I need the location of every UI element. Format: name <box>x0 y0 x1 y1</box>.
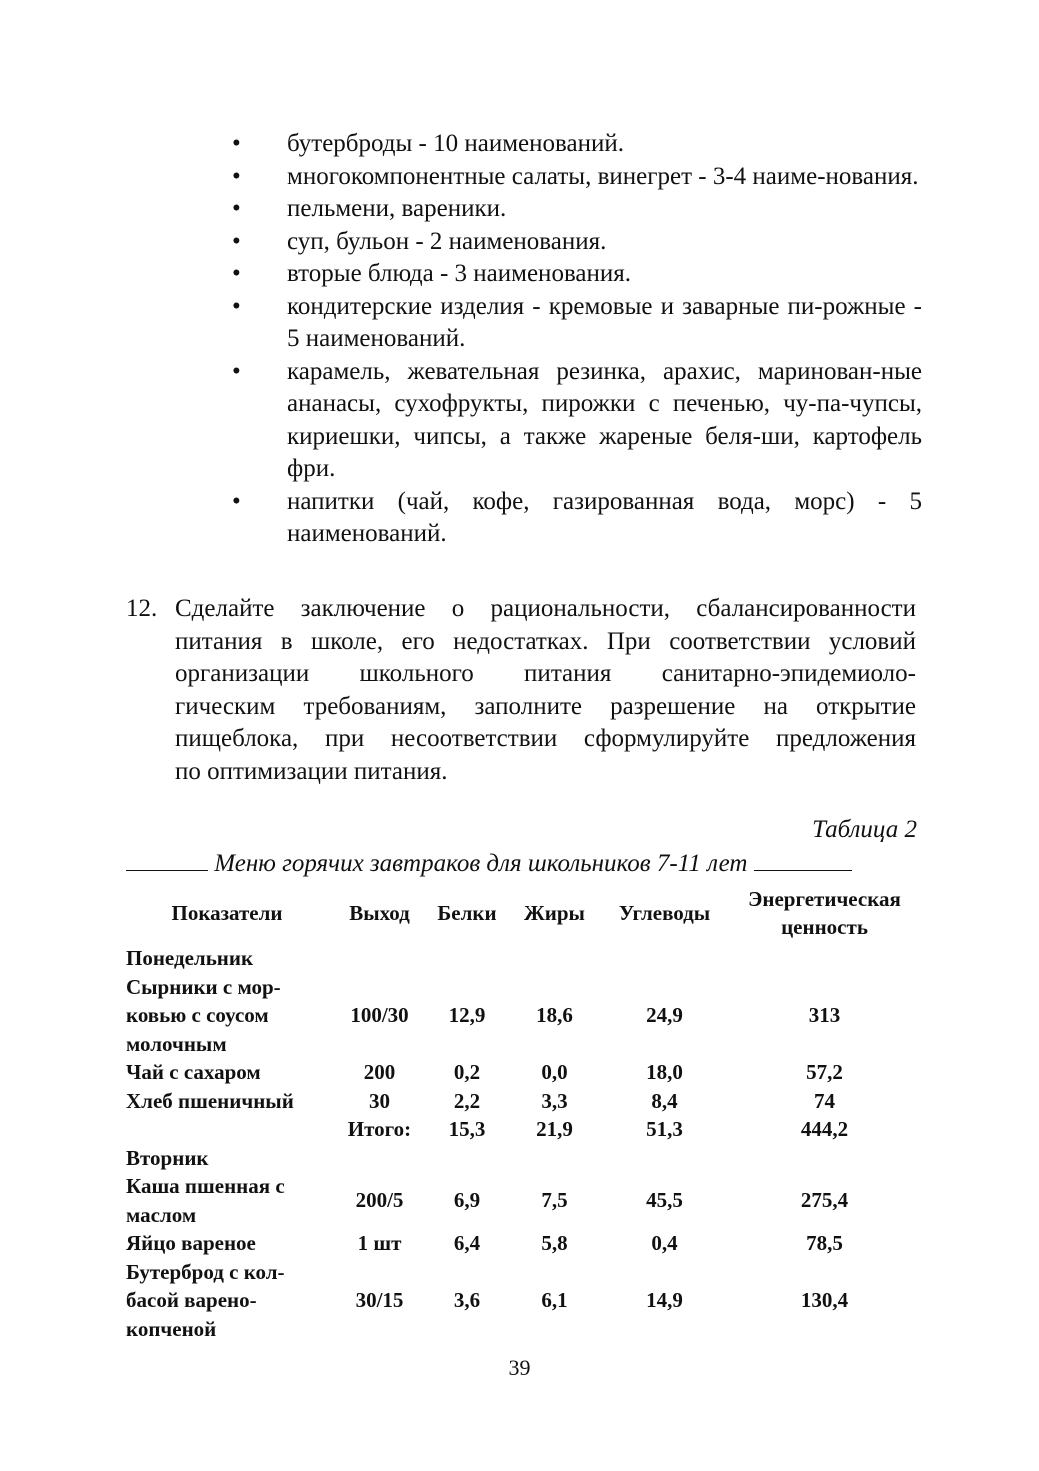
table-cell: 30 <box>369 1088 390 1113</box>
table-cell: 5,8 <box>541 1231 568 1255</box>
text-line: пищеблока, при несоответствии сформулируйте предложения <box>175 725 916 752</box>
table-cell: 0,4 <box>651 1231 678 1255</box>
dish-name: Бутерброд с кол-басой варено-копченой <box>126 1259 285 1341</box>
table-cell: 444,2 <box>800 1117 849 1141</box>
text-line: организации школьного питания санитарно-эпидемиоло- <box>175 660 916 687</box>
table-cell: 21,9 <box>536 1117 573 1141</box>
numbered-item <box>126 593 916 788</box>
column-header: Выход <box>349 900 410 925</box>
table-cell: Итого: <box>347 1117 412 1141</box>
list-item: • суп, бульон - 2 наименования. <box>232 226 922 259</box>
bullet-icon: • <box>232 162 241 190</box>
table-cell: 18,0 <box>646 1060 683 1084</box>
table-row <box>122 1087 922 1116</box>
bullet-icon: • <box>232 292 241 320</box>
table-cell <box>727 944 922 973</box>
column-header: Показатели <box>171 900 283 925</box>
table-cell: 6,4 <box>453 1231 481 1255</box>
table-cell <box>507 1144 602 1173</box>
table-cell: 45,5 <box>646 1188 683 1213</box>
table-cell: 313 <box>808 1003 841 1027</box>
list-item: • многокомпонентные салаты, винегрет - 3-4 наиме-нования. <box>232 161 922 194</box>
text-line: по оптимизации питания. <box>175 757 448 785</box>
table-row <box>122 1258 922 1344</box>
table-cell: 30/15 <box>355 1288 404 1312</box>
bullet-icon: • <box>232 260 241 287</box>
dish-name: Яйцо вареное <box>126 1231 256 1255</box>
table-cell: 200 <box>363 1060 396 1084</box>
dish-name: Хлеб пшеничный <box>126 1088 294 1113</box>
table-cell: 3,6 <box>453 1288 481 1312</box>
table-cell: 15,3 <box>448 1117 486 1141</box>
list-item: • кондитерские изделия - кремовые и заварные пи-рожные - 5 наименований. <box>232 292 922 352</box>
table-cell: 1 шт <box>357 1231 402 1255</box>
bullet-icon: • <box>232 195 241 222</box>
table-cell: 57,2 <box>806 1060 843 1084</box>
column-header: Энергетическая ценность <box>748 886 901 939</box>
dish-name: Сырники с мор-ковью с соусом молочным <box>126 974 281 1056</box>
table-cell: 18,6 <box>536 1003 573 1027</box>
table-cell: 14,9 <box>646 1288 683 1312</box>
table-cell: 200/5 <box>355 1188 404 1213</box>
item-text <box>175 593 916 788</box>
list-item: • пельмени, вареники. <box>232 193 922 226</box>
list-item: • карамель, жевательная резинка, арахис, маринован-ные ананасы, сухофрукты, пирожки с печенью, чу-па-чупсы, кириешки, чипсы, а также жареные беля-ши, картофель фри. <box>232 357 922 482</box>
table-row <box>122 1229 922 1258</box>
table-cell <box>602 944 727 973</box>
table-cell: 6,1 <box>541 1288 568 1312</box>
table-cell: 2,2 <box>453 1088 481 1113</box>
table-cell: 3,3 <box>541 1088 568 1113</box>
day-row <box>122 1144 922 1173</box>
table-label: Таблица 2 <box>812 816 917 843</box>
table-cell: 130,4 <box>800 1288 849 1312</box>
list-item: • бутерброды - 10 наименований. <box>232 128 922 161</box>
table-cell: 100/30 <box>350 1003 409 1027</box>
bullet-icon: • <box>232 357 241 385</box>
table-cell <box>332 944 427 973</box>
dish-name: Каша пшенная с маслом <box>126 1174 285 1227</box>
table-row <box>122 1172 922 1229</box>
table-cell: 0,2 <box>453 1060 481 1084</box>
table-title-text: Меню горячих завтраков для школьников 7-11 лет <box>214 850 748 877</box>
day-name: Понедельник <box>126 946 254 970</box>
table-row <box>122 1058 922 1087</box>
table-row <box>122 973 922 1059</box>
table-cell <box>332 1144 427 1173</box>
table-cell: 24,9 <box>646 1003 683 1027</box>
text-line: питания в школе, его недостатках. При соответствии условий <box>175 627 916 655</box>
table-cell: 12,9 <box>448 1003 486 1027</box>
title-underline <box>754 848 852 871</box>
table-cell <box>602 1144 727 1173</box>
dish-name: Чай с сахаром <box>126 1060 261 1084</box>
table-cell: 51,3 <box>646 1117 683 1141</box>
day-name: Вторник <box>126 1145 209 1170</box>
table-cell: 78,5 <box>806 1231 843 1255</box>
table-cell: 8,4 <box>651 1088 678 1113</box>
table-cell: 0,0 <box>541 1060 568 1084</box>
day-row <box>122 944 922 973</box>
table-cell <box>427 944 507 973</box>
column-header: Белки <box>437 900 497 925</box>
table-cell <box>507 944 602 973</box>
page-number: 39 <box>508 1355 531 1380</box>
bullet-icon: • <box>232 130 241 157</box>
table-header-row <box>122 882 922 944</box>
table-cell <box>427 1144 507 1173</box>
table-cell: 6,9 <box>453 1188 481 1213</box>
bullet-icon: • <box>232 227 241 255</box>
table-body <box>122 944 922 1343</box>
text-line: гическим требованиям, заполните разрешение на открытие <box>175 692 916 720</box>
item-number: 12. <box>126 595 158 622</box>
table-cell: 275,4 <box>800 1188 849 1213</box>
table-cell: 74 <box>814 1088 835 1113</box>
table-cell: 7,5 <box>541 1188 568 1213</box>
total-row <box>122 1115 922 1144</box>
bullet-list <box>232 128 922 551</box>
dish-name <box>122 1115 332 1144</box>
title-underline <box>126 848 208 871</box>
list-item: • напитки (чай, кофе, газированная вода, морс) - 5 наименований. <box>232 487 922 547</box>
column-header: Жиры <box>524 900 585 925</box>
menu-table <box>122 882 922 1343</box>
list-item: • вторые блюда - 3 наименования. <box>232 258 922 291</box>
text-line: Сделайте заключение о рациональности, сбалансированности <box>175 595 916 622</box>
column-header: Углеводы <box>618 900 711 925</box>
bullet-icon: • <box>232 487 241 515</box>
table-title <box>126 848 918 878</box>
table-cell <box>727 1144 922 1173</box>
